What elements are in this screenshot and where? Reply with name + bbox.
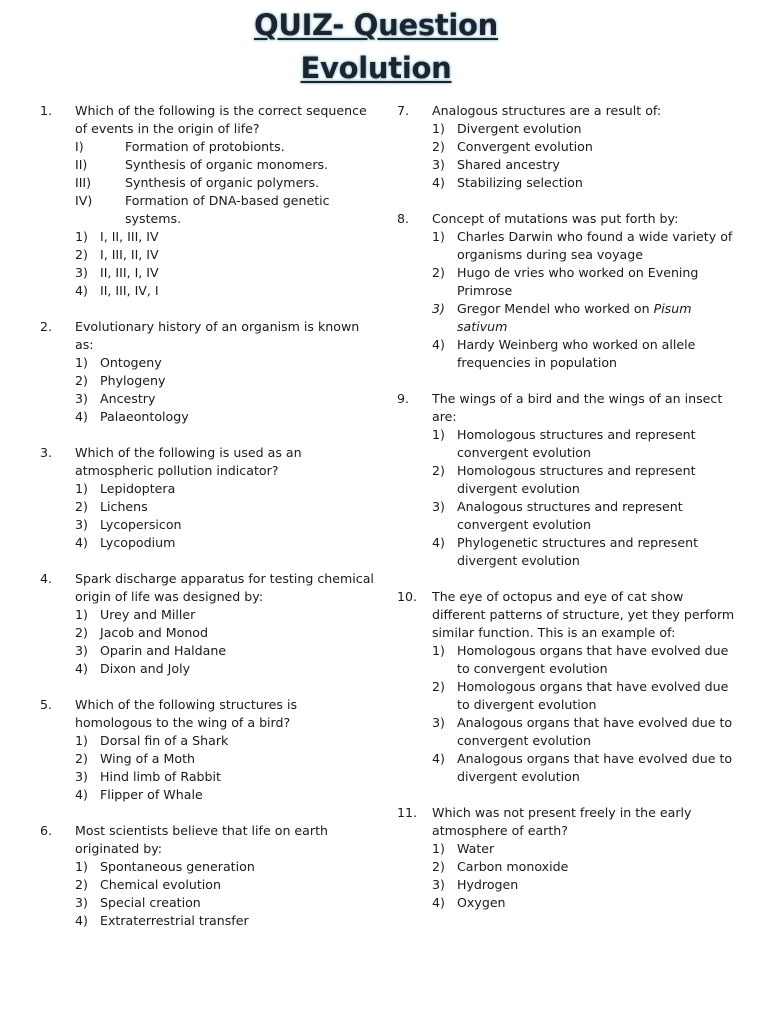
option-label: 2) <box>75 499 88 514</box>
option-item <box>432 264 737 300</box>
option-text-main: Hind limb of Rabbit <box>100 769 221 784</box>
option-text <box>100 768 375 786</box>
option-item <box>75 660 375 678</box>
option-text-main: Lycopersicon <box>100 517 182 532</box>
question-item <box>397 210 737 372</box>
option-item <box>432 156 737 174</box>
question-row <box>40 570 375 606</box>
option-item <box>75 498 375 516</box>
statement-text: Synthesis of organic polymers. <box>125 175 320 190</box>
question-row <box>40 822 375 858</box>
question-text: Which of the following is used as an atmospheric pollution indicator? <box>75 445 302 478</box>
option-label: 1) <box>432 643 445 658</box>
option-text <box>100 408 375 426</box>
statement-item <box>75 174 375 192</box>
statement-label: II) <box>75 157 88 172</box>
question-row <box>40 318 375 354</box>
option-text <box>100 750 375 768</box>
option-item <box>432 642 737 678</box>
option-text-main: Homologous organs that have evolved due to convergent evolution <box>457 643 729 676</box>
option-text <box>100 498 375 516</box>
right-question-column <box>397 102 737 930</box>
option-item <box>432 228 737 264</box>
statement-item <box>75 156 375 174</box>
question-item <box>40 570 375 678</box>
question-number: 3. <box>40 445 53 460</box>
option-text-main: Phylogenetic structures and represent divergent evolution <box>457 535 699 568</box>
option-text-main: Divergent evolution <box>457 121 582 136</box>
option-item <box>432 138 737 156</box>
option-text <box>100 228 375 246</box>
option-text-main: Lycopodium <box>100 535 176 550</box>
question-item <box>397 390 737 570</box>
option-text <box>100 642 375 660</box>
option-item <box>75 606 375 624</box>
option-item <box>75 480 375 498</box>
option-label: 1) <box>432 427 445 442</box>
question-number: 6. <box>40 823 53 838</box>
question-text: Concept of mutations was put forth by: <box>432 211 679 226</box>
statement-text: Formation of protobionts. <box>125 139 285 154</box>
option-item <box>75 408 375 426</box>
option-text <box>100 390 375 408</box>
option-text-main: Spontaneous generation <box>100 859 255 874</box>
option-text-main: Dixon and Joly <box>100 661 191 676</box>
page-subtitle: Evolution <box>300 51 452 85</box>
question-row <box>40 444 375 480</box>
question-item <box>40 102 375 300</box>
option-label: 1) <box>75 859 88 874</box>
option-text <box>100 372 375 390</box>
question-row <box>40 696 375 732</box>
option-label: 3) <box>75 265 88 280</box>
option-label: 2) <box>432 265 445 280</box>
option-item <box>432 426 737 462</box>
left-question-column <box>40 102 375 948</box>
option-item <box>432 858 737 876</box>
question-text: Which of the following is the correct sequence of events in the origin of life? <box>75 103 367 136</box>
option-item <box>432 876 737 894</box>
question-number: 5. <box>40 697 53 712</box>
question-text: Which was not present freely in the early atmosphere of earth? <box>432 805 692 838</box>
option-text-main: Analogous structures and represent convergent evolution <box>457 499 683 532</box>
option-label: 4) <box>75 661 88 676</box>
option-text <box>100 894 375 912</box>
option-text <box>100 354 375 372</box>
option-text <box>100 606 375 624</box>
question-text: Evolutionary history of an organism is known as: <box>75 319 360 352</box>
option-text-main: Hardy Weinberg who worked on allele frequencies in population <box>457 337 696 370</box>
option-label: 3) <box>75 517 88 532</box>
option-label: 1) <box>432 121 445 136</box>
option-label: 2) <box>75 751 88 766</box>
option-text <box>100 732 375 750</box>
question-row <box>397 804 737 840</box>
option-label: 4) <box>75 535 88 550</box>
option-text-italic: Pisum sativum <box>457 301 692 334</box>
question-number: 2. <box>40 319 53 334</box>
option-text <box>457 840 737 858</box>
option-text-main: Special creation <box>100 895 201 910</box>
question-row <box>397 210 737 228</box>
option-text-main: Phylogeny <box>100 373 166 388</box>
option-label: 2) <box>75 877 88 892</box>
option-text-main: Shared ancestry <box>457 157 560 172</box>
option-item <box>432 174 737 192</box>
option-text-main: Gregor Mendel who worked on <box>457 301 654 316</box>
option-label: 4) <box>432 751 445 766</box>
option-item <box>75 750 375 768</box>
option-text-main: II, III, I, IV <box>100 265 159 280</box>
option-item <box>432 678 737 714</box>
question-item <box>397 102 737 192</box>
question-row <box>397 390 737 426</box>
option-text-main: Oxygen <box>457 895 506 910</box>
option-item <box>75 786 375 804</box>
option-text <box>100 876 375 894</box>
option-text <box>457 876 737 894</box>
option-text <box>457 858 737 876</box>
option-text-main: Urey and Miller <box>100 607 196 622</box>
question-item <box>40 696 375 804</box>
option-text-main: Lichens <box>100 499 148 514</box>
question-text: Analogous structures are a result of: <box>432 103 662 118</box>
option-text-main: Homologous structures and represent convergent evolution <box>457 427 696 460</box>
option-text <box>100 660 375 678</box>
option-text-main: Chemical evolution <box>100 877 221 892</box>
option-item <box>75 858 375 876</box>
option-item <box>75 768 375 786</box>
option-text-main: Oparin and Haldane <box>100 643 227 658</box>
option-label: 4) <box>432 895 445 910</box>
option-text <box>457 156 737 174</box>
option-text <box>457 642 737 678</box>
option-label: 4) <box>432 535 445 550</box>
option-label: 1) <box>432 229 445 244</box>
option-label: 2) <box>432 463 445 478</box>
option-item <box>75 228 375 246</box>
option-item <box>432 498 737 534</box>
option-text-main: Ancestry <box>100 391 156 406</box>
option-text <box>457 264 737 300</box>
option-text <box>457 750 737 786</box>
option-item <box>75 282 375 300</box>
option-item <box>75 516 375 534</box>
option-text <box>457 336 737 372</box>
option-label: 4) <box>432 175 445 190</box>
option-label: 1) <box>75 481 88 496</box>
option-text-main: Hydrogen <box>457 877 519 892</box>
option-text-main: I, III, II, IV <box>100 247 159 262</box>
option-text <box>457 138 737 156</box>
statement-text: Formation of DNA-based genetic systems. <box>125 193 330 226</box>
question-number: 10. <box>397 589 418 604</box>
option-label: 1) <box>75 229 88 244</box>
option-text <box>457 714 737 750</box>
option-label: 3) <box>432 715 445 730</box>
option-text <box>457 678 737 714</box>
option-label: 3) <box>432 877 445 892</box>
option-text <box>457 462 737 498</box>
option-item <box>75 372 375 390</box>
question-number: 8. <box>397 211 410 226</box>
option-text <box>100 480 375 498</box>
option-text-main: Charles Darwin who found a wide variety of organisms during sea voyage <box>457 229 733 262</box>
option-label: 2) <box>432 679 445 694</box>
option-item <box>75 912 375 930</box>
statement-item <box>75 192 375 228</box>
option-label: 3) <box>432 157 445 172</box>
question-number: 11. <box>397 805 418 820</box>
option-label: 3) <box>75 769 88 784</box>
option-text-main: Analogous organs that have evolved due to convergent evolution <box>457 715 733 748</box>
question-text: Most scientists believe that life on earth originated by: <box>75 823 328 856</box>
option-text <box>457 174 737 192</box>
option-text <box>100 624 375 642</box>
option-label: 1) <box>75 607 88 622</box>
question-number: 9. <box>397 391 410 406</box>
option-item <box>432 840 737 858</box>
statement-item <box>75 138 375 156</box>
option-label: 2) <box>75 373 88 388</box>
question-number: 4. <box>40 571 53 586</box>
question-row <box>397 102 737 120</box>
option-text-main: Hugo de vries who worked on Evening Primrose <box>457 265 699 298</box>
option-item <box>75 264 375 282</box>
option-text <box>100 534 375 552</box>
option-item <box>75 534 375 552</box>
question-number: 1. <box>40 103 53 118</box>
option-text <box>457 426 737 462</box>
option-item <box>75 876 375 894</box>
option-text-main: Extraterrestrial transfer <box>100 913 249 928</box>
page-title: QUIZ- Question <box>253 8 499 42</box>
option-text-main: Water <box>457 841 495 856</box>
option-label: 3) <box>432 301 445 316</box>
option-item <box>75 732 375 750</box>
option-text-main: Homologous organs that have evolved due to divergent evolution <box>457 679 729 712</box>
option-label: 1) <box>75 355 88 370</box>
option-label: 3) <box>432 499 445 514</box>
option-text <box>100 282 375 300</box>
question-text: The wings of a bird and the wings of an insect are: <box>432 391 723 424</box>
option-label: 4) <box>432 337 445 352</box>
option-text-main: Dorsal fin of a Shark <box>100 733 229 748</box>
option-item <box>75 894 375 912</box>
option-label: 2) <box>432 139 445 154</box>
question-item <box>40 318 375 426</box>
option-text <box>100 264 375 282</box>
statement-label: III) <box>75 175 92 190</box>
question-row <box>40 102 375 138</box>
option-text-main: Jacob and Monod <box>100 625 209 640</box>
option-item <box>432 120 737 138</box>
option-item <box>432 534 737 570</box>
question-text: Which of the following structures is homologous to the wing of a bird? <box>75 697 298 730</box>
option-item <box>75 390 375 408</box>
option-item <box>432 300 737 336</box>
option-item <box>432 336 737 372</box>
question-number: 7. <box>397 103 410 118</box>
statement-label: I) <box>75 139 84 154</box>
option-text-main: Wing of a Moth <box>100 751 196 766</box>
option-label: 4) <box>75 409 88 424</box>
option-text <box>100 246 375 264</box>
option-label: 2) <box>75 625 88 640</box>
option-text <box>100 516 375 534</box>
option-text-main: Stabilizing selection <box>457 175 583 190</box>
option-text-main: Palaeontology <box>100 409 189 424</box>
statement-label: IV) <box>75 193 93 208</box>
question-item <box>40 822 375 930</box>
option-text-main: Flipper of Whale <box>100 787 203 802</box>
question-text: Spark discharge apparatus for testing chemical origin of life was designed by: <box>75 571 374 604</box>
option-item <box>75 246 375 264</box>
question-row <box>397 588 737 642</box>
question-item <box>397 804 737 912</box>
option-label: 3) <box>75 643 88 658</box>
option-text-main: Lepidoptera <box>100 481 176 496</box>
option-label: 3) <box>75 895 88 910</box>
option-item <box>75 354 375 372</box>
option-item <box>432 894 737 912</box>
option-item <box>432 750 737 786</box>
option-item <box>432 462 737 498</box>
option-item <box>75 624 375 642</box>
option-text-main: Homologous structures and represent divergent evolution <box>457 463 696 496</box>
option-text-main: Ontogeny <box>100 355 162 370</box>
question-text: The eye of octopus and eye of cat show different patterns of structure, yet they perform similar function. This is an example of: <box>432 589 735 640</box>
option-label: 4) <box>75 787 88 802</box>
option-text-main: II, III, IV, I <box>100 283 159 298</box>
option-label: 2) <box>432 859 445 874</box>
option-label: 2) <box>75 247 88 262</box>
statement-text: Synthesis of organic monomers. <box>125 157 329 172</box>
option-text <box>100 786 375 804</box>
question-item <box>40 444 375 552</box>
option-text-main: Carbon monoxide <box>457 859 569 874</box>
option-text <box>100 858 375 876</box>
option-text-main: Convergent evolution <box>457 139 593 154</box>
option-text <box>457 534 737 570</box>
option-text <box>457 894 737 912</box>
option-item <box>432 714 737 750</box>
option-text <box>457 228 737 264</box>
option-label: 1) <box>75 733 88 748</box>
option-text-main: Analogous organs that have evolved due to divergent evolution <box>457 751 733 784</box>
option-label: 1) <box>432 841 445 856</box>
option-text-main: I, II, III, IV <box>100 229 159 244</box>
option-item <box>75 642 375 660</box>
option-text <box>457 498 737 534</box>
option-label: 3) <box>75 391 88 406</box>
option-label: 4) <box>75 913 88 928</box>
option-text <box>100 912 375 930</box>
question-item <box>397 588 737 786</box>
option-text <box>457 120 737 138</box>
option-label: 4) <box>75 283 88 298</box>
option-text <box>457 300 737 336</box>
